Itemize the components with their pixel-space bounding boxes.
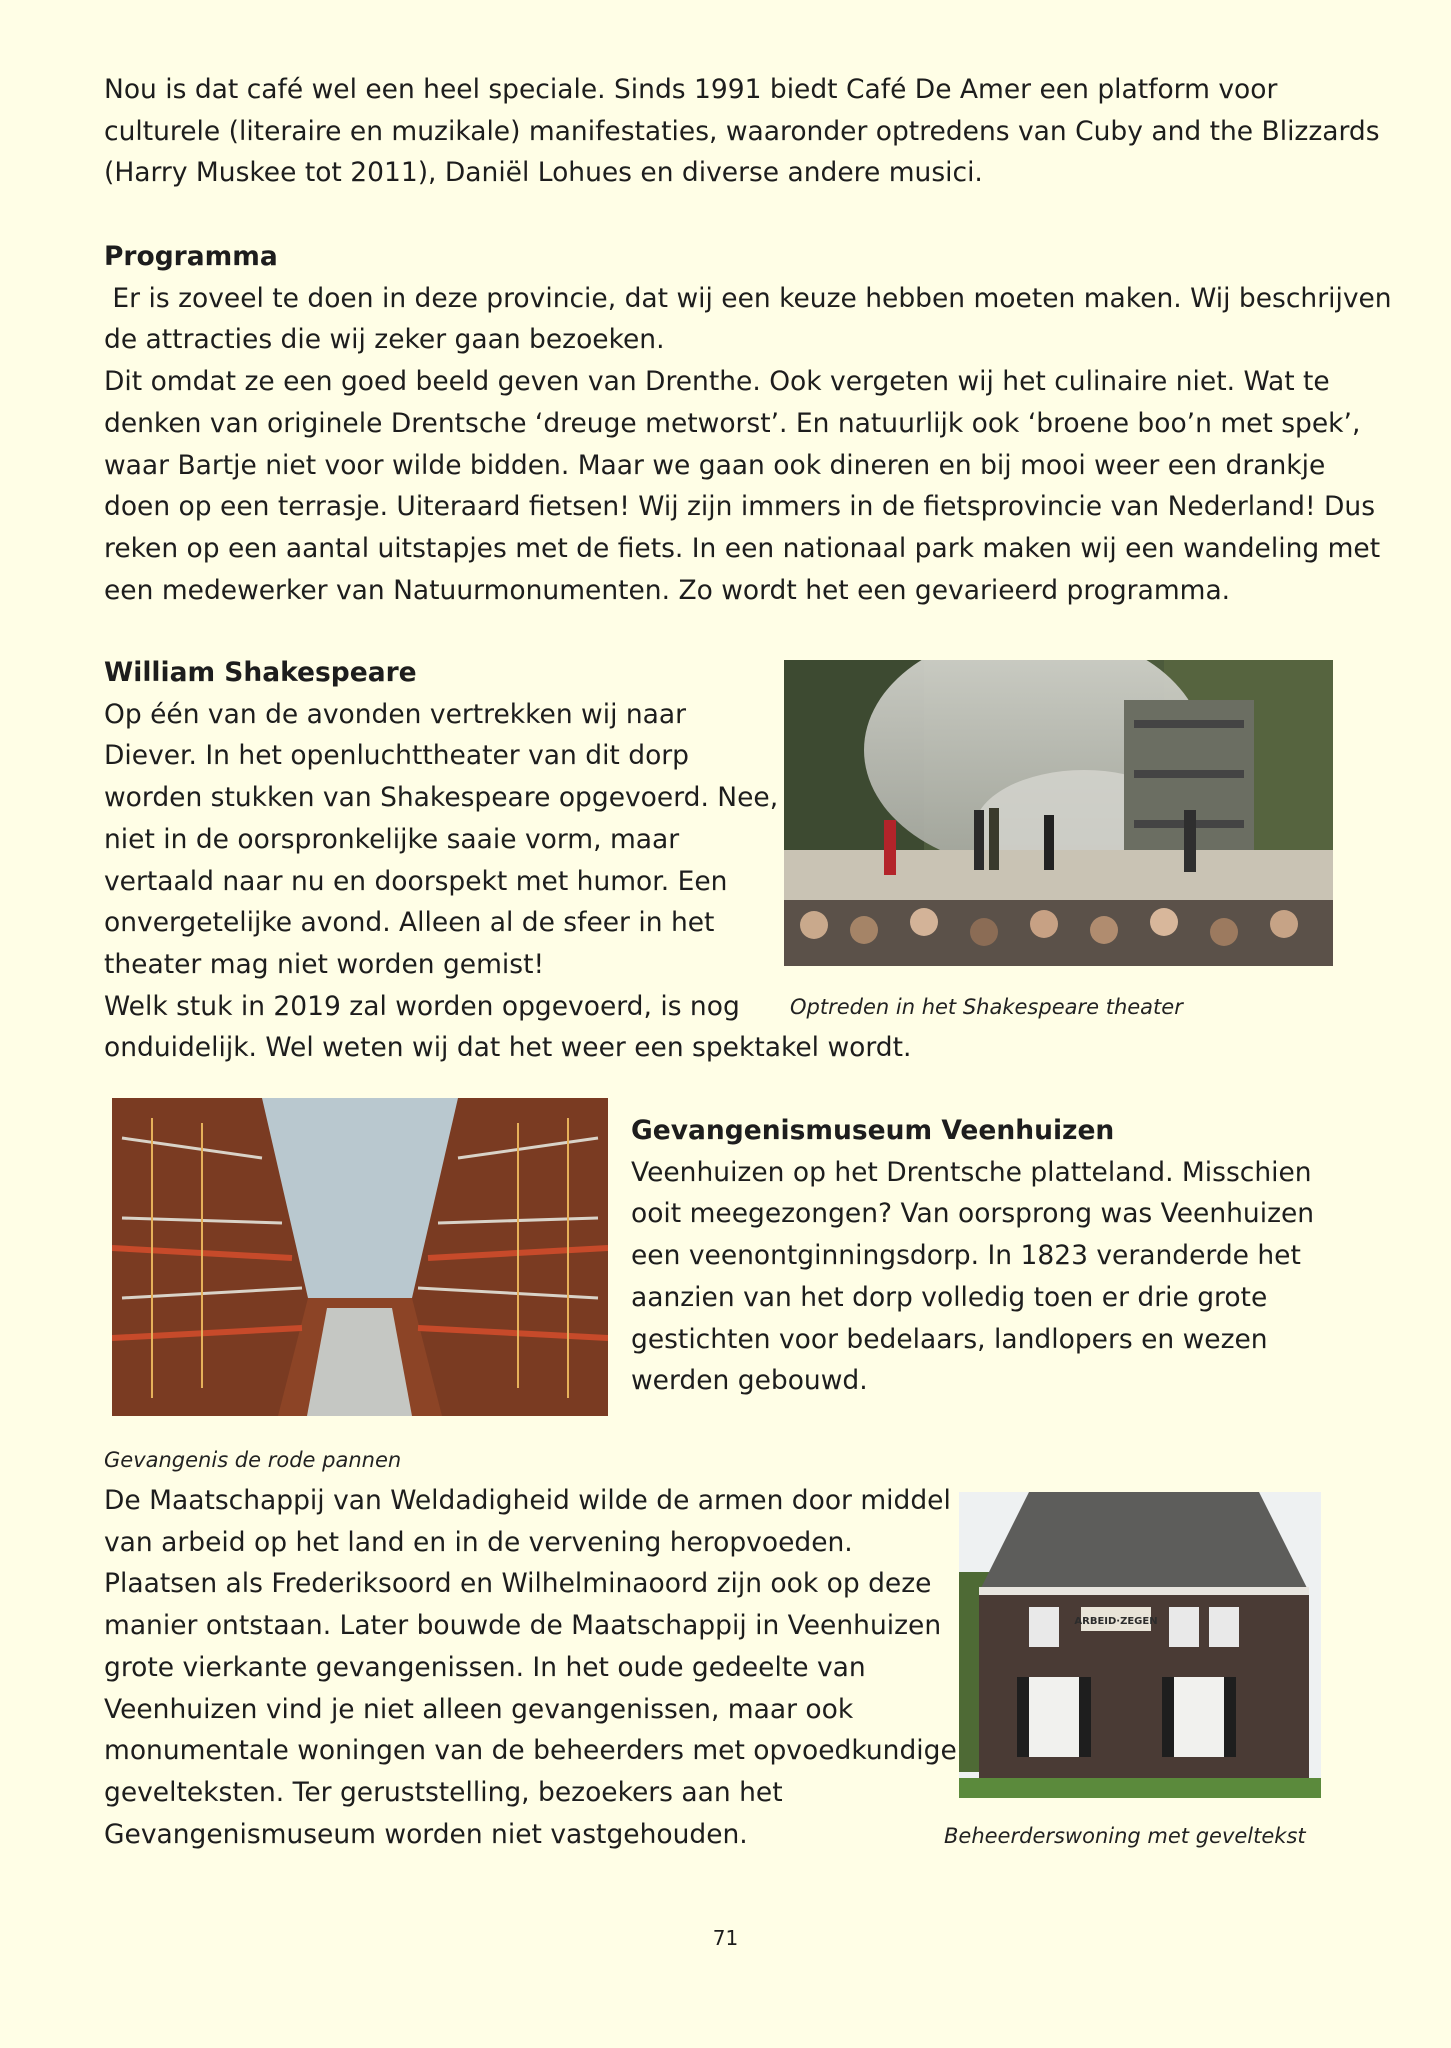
text-line: ooit meegezongen? Van oorsprong was Veenhuizen — [631, 1198, 1315, 1230]
text-line: onduidelijk. Wel weten wij dat het weer een spektakel wordt. — [104, 1032, 912, 1064]
programma-heading: Programma — [104, 241, 278, 272]
text-line: een medewerker van Natuurmonumenten. Zo wordt het een gevarieerd programma. — [104, 574, 1231, 606]
text-line: Plaatsen als Frederiksoord en Wilhelminaoord zijn ook op deze — [104, 1568, 932, 1600]
house-photo — [959, 1492, 1321, 1798]
theater-photo — [784, 660, 1333, 966]
text-line: theater mag niet worden gemist! — [104, 948, 545, 980]
text-line: Er is zoveel te doen in deze provincie, dat wij een keuze hebben moeten maken. Wij beschrijven — [104, 282, 1392, 314]
text-line: culturele (literaire en muzikale) manifestaties, waaronder optredens van Cuby and the Blizzards — [104, 115, 1380, 147]
programma-section — [104, 236, 1392, 611]
text-line: onvergetelijke avond. Alleen al de sfeer in het — [104, 907, 715, 939]
text-line: aanzien van het dorp volledig toen er drie grote — [631, 1281, 1268, 1313]
text-line: vertaald naar nu en doorspekt met humor. Een — [104, 865, 728, 897]
theater-caption: Optreden in het Shakespeare theater — [790, 995, 1183, 1019]
text-line: gestichten voor bedelaars, landlopers en wezen — [631, 1323, 1268, 1355]
text-line: (Harry Muskee tot 2011), Daniël Lohues en diverse andere musici. — [104, 157, 983, 189]
museum-section — [631, 1110, 1314, 1402]
text-line: doen op een terrasje. Uiteraard fietsen! Wij zijn immers in de fietsprovincie van Nederland! Dus — [104, 491, 1376, 523]
text-line: worden stukken van Shakespeare opgevoerd. Nee, — [104, 782, 779, 814]
text-line: van arbeid op het land en in de vervening heropvoeden. — [104, 1526, 853, 1558]
text-line: Veenhuizen op het Drentsche platteland. Misschien — [631, 1156, 1312, 1188]
text-line: Diever. In het openluchttheater van dit dorp — [104, 740, 689, 772]
text-line: Gevangenismuseum worden niet vastgehouden. — [104, 1818, 748, 1850]
prison-caption: Gevangenis de rode pannen — [104, 1448, 402, 1472]
text-line: Op één van de avonden vertrekken wij naar — [104, 698, 687, 730]
text-line: Veenhuizen vind je niet alleen gevangenissen, maar ook — [104, 1693, 854, 1725]
text-line: Welk stuk in 2019 zal worden opgevoerd, is nog — [104, 990, 740, 1022]
page-number: 71 — [712, 1926, 739, 1950]
text-line: een veenontginningsdorp. In 1823 veranderde het — [631, 1240, 1301, 1272]
intro-paragraph — [104, 69, 1380, 194]
sign-text: ARBEID·ZEGEN — [1074, 1616, 1158, 1627]
text-line: gevelteksten. Ter geruststelling, bezoekers aan het — [104, 1776, 783, 1808]
text-line: de attracties die wij zeker gaan bezoeken. — [104, 324, 665, 356]
text-line: Dit omdat ze een goed beeld geven van Drenthe. Ook vergeten wij het culinaire niet. Wat te — [104, 366, 1330, 398]
text-line: denken van originele Drentsche ‘dreuge metworst’. En natuurlijk ook ‘broene boo’n met spek’, — [104, 407, 1361, 439]
museum-heading: Gevangenismuseum Veenhuizen — [631, 1115, 1115, 1146]
text-line: grote vierkante gevangenissen. In het oude gedeelte van — [104, 1651, 866, 1683]
text-line: monumentale woningen van de beheerders met opvoedkundige — [104, 1735, 957, 1767]
text-line: waar Bartje niet voor wilde bidden. Maar we gaan ook dineren en bij mooi weer een drankje — [104, 449, 1326, 481]
prison-photo — [112, 1098, 608, 1416]
shakespeare-heading: William Shakespeare — [104, 657, 417, 688]
text-line: reken op een aantal uitstapjes met de fiets. In een nationaal park maken wij een wandeling met — [104, 532, 1381, 564]
text-line: manier ontstaan. Later bouwde de Maatschappij in Veenhuizen — [104, 1610, 942, 1642]
house-caption: Beheerderswoning met geveltekst — [944, 1824, 1306, 1848]
maatschappij-section — [104, 1480, 957, 1855]
text-line: werden gebouwd. — [631, 1365, 868, 1397]
text-line: De Maatschappij van Weldadigheid wilde de armen door middel — [104, 1485, 951, 1516]
text-line: niet in de oorspronkelijke saaie vorm, maar — [104, 823, 680, 855]
text-line: Nou is dat café wel een heel speciale. Sinds 1991 biedt Café De Amer een platform voor — [104, 74, 1278, 105]
